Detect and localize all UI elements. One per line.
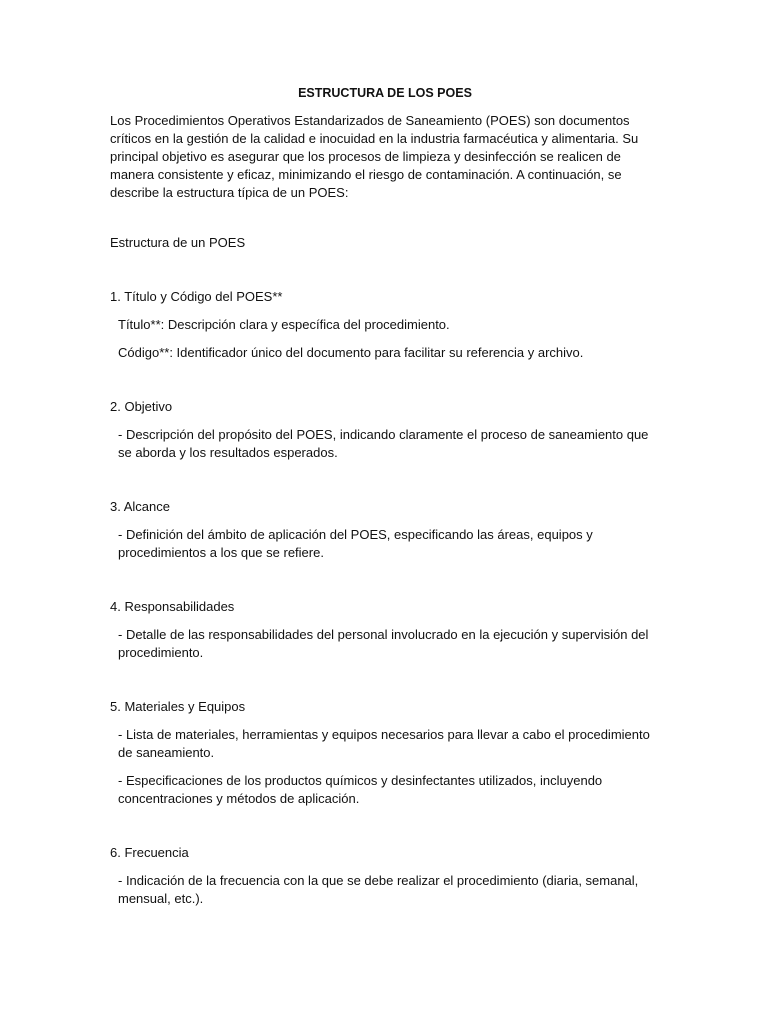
section-item: - Definición del ámbito de aplicación del POES, especificando las áreas, equipos y procedimientos a los que se refiere. — [118, 527, 593, 560]
section-item: Código**: Identificador único del documento para facilitar su referencia y archivo. — [118, 345, 584, 360]
section-item: - Detalle de las responsabilidades del personal involucrado en la ejecución y supervisión del procedimiento. — [118, 627, 649, 660]
section-item: - Especificaciones de los productos químicos y desinfectantes utilizados, incluyendo concentraciones y métodos de aplicación. — [118, 773, 603, 806]
section-titulo-codigo — [110, 288, 660, 362]
section-heading: 3. Alcance — [110, 499, 170, 514]
section-heading: 4. Responsabilidades — [110, 599, 235, 614]
section-heading: 5. Materiales y Equipos — [110, 699, 246, 714]
section-heading: 6. Frecuencia — [110, 845, 189, 860]
section-item: - Lista de materiales, herramientas y equipos necesarios para llevar a cabo el procedimiento de saneamiento. — [118, 727, 650, 760]
section-materiales-equipos — [110, 698, 660, 808]
section-responsabilidades — [110, 598, 660, 662]
section-objetivo — [110, 398, 660, 462]
document-content — [110, 84, 660, 944]
intro-paragraph: Los Procedimientos Operativos Estandarizados de Saneamiento (POES) son documentos críticos en la gestión de la calidad e inocuidad en la industria farmacéutica y alimentaria. Su principal objetivo es asegurar que los procesos de limpieza y desinfección se realicen de manera consistente y eficaz, minimizando el riesgo de contaminación. A continuación, se describe la estructura típica de un POES: — [110, 113, 639, 200]
section-alcance — [110, 498, 660, 562]
section-item: - Indicación de la frecuencia con la que se debe realizar el procedimiento (diaria, semanal, mensual, etc.). — [118, 873, 639, 906]
section-frecuencia — [110, 844, 660, 908]
structure-heading: Estructura de un POES — [110, 235, 246, 250]
section-item: - Descripción del propósito del POES, indicando claramente el proceso de saneamiento que se aborda y los resultados esperados. — [118, 427, 649, 460]
section-item: Título**: Descripción clara y específica del procedimiento. — [118, 317, 450, 332]
section-heading: 1. Título y Código del POES** — [110, 289, 283, 304]
document-title: ESTRUCTURA DE LOS POES — [298, 86, 472, 100]
section-heading: 2. Objetivo — [110, 399, 173, 414]
